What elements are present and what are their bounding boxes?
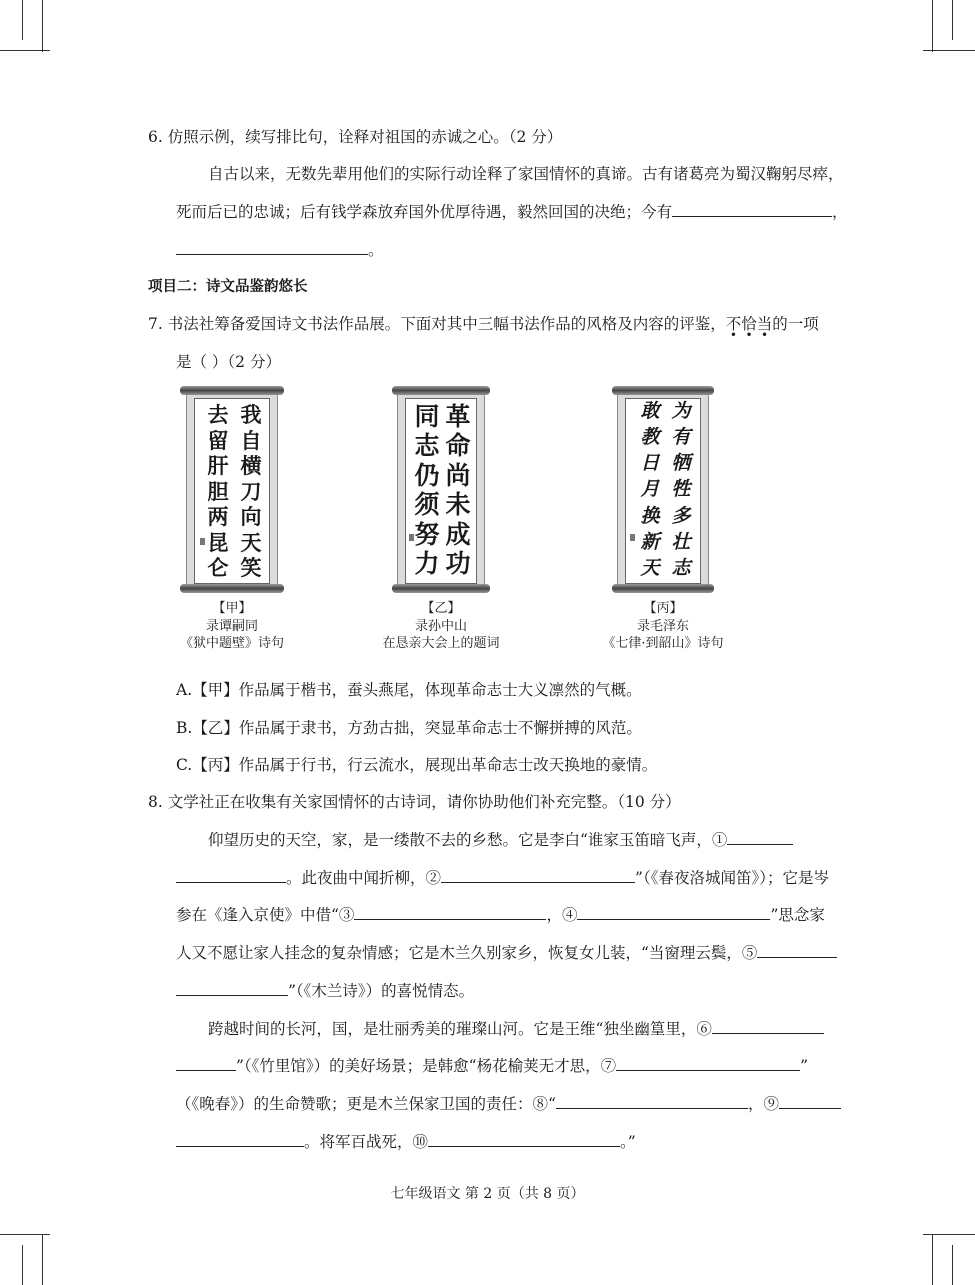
calligraphy-scroll-yi — [392, 384, 490, 596]
answer-blank-5[interactable] — [757, 942, 837, 958]
calligraphy-char: 壮 — [671, 530, 691, 553]
calligraphy-column — [442, 404, 474, 576]
calligraphy-char: 有 — [671, 426, 691, 449]
calligraphy-char: 新 — [640, 530, 660, 553]
calligraphy-char: 为 — [671, 400, 691, 422]
q8-para2-line4: 。将军百战死，⑩ 。” — [176, 1131, 636, 1153]
calligraphy-char: 仍 — [414, 460, 440, 490]
page-footer: 七年级语文 第 2 页（共 8 页） — [390, 1186, 585, 1202]
calligraphy-char: 月 — [640, 478, 660, 501]
calligraphy-scroll-jia — [180, 384, 284, 596]
crop-mark — [42, 1234, 43, 1285]
q6-example-line-2: 死而后已的忠诚；后有钱学森放弃国外优厚待遇，毅然回国的决绝；今有 ， — [176, 203, 848, 221]
calligraphy-char: 功 — [445, 548, 471, 578]
answer-blank-6[interactable] — [712, 1018, 824, 1034]
calligraphy-char: 牺 — [671, 452, 691, 475]
q6-answer-line: 。 — [176, 239, 384, 261]
answer-blank[interactable] — [672, 201, 832, 217]
scroll-caption-yi: 【乙】 录孙中山 — [414, 601, 467, 634]
calligraphy-char: 天 — [640, 556, 660, 579]
calligraphy-char: 换 — [640, 504, 660, 527]
calligraphy-char: 命 — [445, 431, 471, 461]
q6-example-line-1: 自古以来，无数先辈用他们的实际行动诠释了家国情怀的真谛。古有诸葛亮为蜀汉鞠躬尽瘁， — [208, 165, 844, 183]
q8-prompt: 8. 文学社正在收集有关家国情怀的古诗词，请你协助他们补充完整。（10 分） — [148, 793, 681, 811]
crop-mark — [932, 1234, 933, 1285]
q7-prompt-line-2: 是（ ）（2 分） — [176, 353, 281, 371]
answer-blank-8[interactable] — [556, 1093, 748, 1109]
crop-mark — [932, 0, 933, 52]
option-a[interactable]: A.【甲】作品属于楷书，蚕头燕尾，体现革命志士大义凛然的气概。 — [176, 681, 642, 699]
q6-prompt: 6. 仿照示例，续写排比句，诠释对祖国的赤诚之心。（2 分） — [148, 128, 563, 146]
calligraphy-column — [636, 402, 664, 578]
scroll-caption-jia: 【甲】 录谭嗣同 — [205, 601, 258, 634]
answer-blank-3[interactable] — [354, 904, 546, 920]
calligraphy-char: 日 — [640, 452, 660, 475]
q8-para1-line3: 参在《逢入京使》中借“③ ，④ ”思念家 — [176, 906, 825, 924]
answer-blank[interactable] — [176, 239, 368, 255]
calligraphy-char: 未 — [445, 490, 471, 520]
calligraphy-column — [203, 404, 233, 578]
calligraphy-char: 同 — [414, 402, 440, 431]
calligraphy-char: 笑 — [240, 555, 262, 580]
answer-blank-5-cont[interactable] — [176, 980, 288, 996]
answer-blank-2[interactable] — [441, 867, 635, 883]
q8-para2-line1: 跨越时间的长河，国，是壮丽秀美的璀璨山河。它是王维“独坐幽篁里，⑥ — [208, 1018, 824, 1040]
calligraphy-column — [411, 404, 443, 576]
answer-blank-7[interactable] — [616, 1055, 800, 1071]
emphasis-char: 当 — [756, 315, 773, 333]
emphasis-char: 不 — [725, 315, 742, 333]
calligraphy-char: 留 — [207, 427, 229, 453]
calligraphy-char: 敢 — [640, 400, 660, 422]
answer-blank-10[interactable] — [428, 1131, 620, 1147]
scroll-source-bing: 《七律·到韶山》诗句 — [602, 636, 724, 651]
calligraphy-char: 昆 — [207, 529, 229, 555]
q8-para2-line3: （《晚春》）的生命赞歌；更是木兰保家卫国的责任：⑧“ ，⑨ — [176, 1093, 841, 1115]
calligraphy-char: 自 — [240, 427, 262, 453]
calligraphy-char: 革 — [445, 402, 471, 431]
q7-prompt: 7. 书法社筹备爱国诗文书法作品展。下面对其中三幅书法作品的风格及内容的评鉴，不恰当的一项 — [148, 315, 819, 333]
calligraphy-char: 志 — [671, 556, 691, 579]
scroll-rod — [392, 584, 490, 593]
crop-mark — [22, 1245, 23, 1285]
calligraphy-char: 努 — [414, 519, 440, 549]
calligraphy-char: 横 — [240, 453, 262, 478]
answer-blank-4[interactable] — [577, 904, 770, 920]
crop-mark — [923, 1234, 975, 1235]
answer-blank-9-cont[interactable] — [176, 1131, 304, 1147]
calligraphy-char: 牲 — [671, 478, 691, 501]
calligraphy-char: 向 — [240, 504, 262, 529]
q8-para1-line4: 人又不愿让家人挂念的复杂情感；它是木兰久别家乡，恢复女儿装，“当窗理云鬓，⑤ — [176, 942, 837, 964]
option-b[interactable]: B.【乙】作品属于隶书，方劲古拙，突显革命志士不懈拼搏的风范。 — [176, 719, 642, 737]
q8-para1-line5: ”（《木兰诗》）的喜悦情态。 — [176, 980, 474, 1002]
calligraphy-column — [667, 402, 695, 578]
calligraphy-char: 刀 — [240, 478, 262, 504]
q8-para1-line2: 。此夜曲中闻折柳，② ”（《春夜洛城闻笛》）；它是岑 — [176, 867, 829, 889]
answer-blank-6-cont[interactable] — [176, 1055, 236, 1071]
scroll-rod — [612, 584, 714, 593]
crop-mark — [952, 1245, 953, 1285]
emphasis-char: 恰 — [741, 315, 757, 333]
crop-mark — [22, 0, 23, 40]
q8-para2-line2: ”（《竹里馆》）的美好场景；是韩愈“杨花榆荚无才思，⑦ ” — [176, 1055, 808, 1077]
calligraphy-char: 志 — [414, 431, 440, 461]
scroll-caption-bing: 【丙】 录毛泽东 — [636, 601, 689, 634]
calligraphy-char: 胆 — [207, 478, 229, 504]
calligraphy-char: 天 — [240, 529, 262, 555]
calligraphy-char: 须 — [414, 490, 440, 520]
scroll-source-yi: 在恳亲大会上的题词 — [382, 636, 500, 651]
section-heading: 项目二：诗文品鉴韵悠长 — [148, 279, 308, 295]
calligraphy-char: 教 — [640, 426, 660, 449]
crop-mark — [42, 0, 43, 52]
q8-para1-line1: 仰望历史的天空，家，是一缕散不去的乡愁。它是李白“谁家玉笛暗飞声，① — [208, 829, 793, 851]
calligraphy-char: 仑 — [207, 555, 229, 580]
calligraphy-char: 力 — [414, 548, 440, 578]
crop-mark — [923, 50, 975, 51]
calligraphy-char: 两 — [207, 504, 229, 529]
calligraphy-char: 多 — [671, 504, 691, 527]
calligraphy-char: 肝 — [207, 453, 229, 478]
answer-blank-9[interactable] — [779, 1093, 841, 1109]
crop-mark — [952, 0, 953, 40]
calligraphy-char: 我 — [240, 402, 262, 427]
scroll-rod — [180, 584, 284, 593]
answer-blank-1[interactable] — [727, 829, 793, 845]
calligraphy-scroll-bing — [612, 384, 714, 596]
calligraphy-char: 尚 — [445, 460, 471, 490]
scroll-source-jia: 《狱中题壁》诗句 — [179, 636, 284, 651]
option-c[interactable]: C.【丙】作品属于行书，行云流水，展现出革命志士改天换地的豪情。 — [176, 756, 658, 774]
calligraphy-char: 成 — [445, 519, 471, 549]
calligraphy-column — [236, 404, 266, 578]
calligraphy-char: 去 — [207, 402, 229, 427]
answer-blank-1-cont[interactable] — [176, 867, 286, 883]
